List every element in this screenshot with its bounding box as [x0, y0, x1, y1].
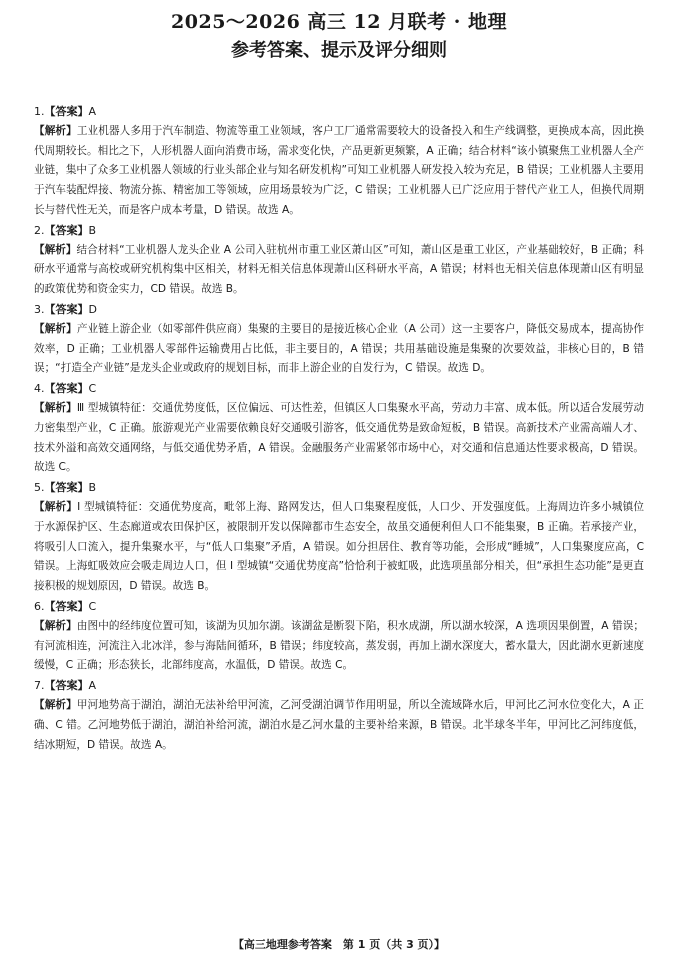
answer-line — [34, 102, 644, 122]
explanation-label: 【解析】 — [34, 401, 77, 414]
explanation-label: 【解析】 — [34, 500, 78, 513]
question-item — [34, 597, 644, 676]
explanation-text: 结合材料“工业机器人龙头企业 A 公司入驻杭州市重工业区萧山区”可知，萧山区是重工业区，产业基础较好，B 正确；科研水平通常与高校或研究机构集中区相关，材料无相关信息体现萧山区科研水平高，A 错误；材料也无相关信息体现萧山区有明显的政策优势和资金实力，CD 错误。故选 B。 — [34, 243, 645, 296]
page-footer: 【高三地理参考答案 第 1 页（共 3 页）】 — [232, 938, 446, 951]
answer-value: B — [88, 481, 97, 495]
explanation-text: 甲河地势高于湖泊，湖泊无法补给甲河流，乙河受湖泊调节作用明显，所以全流域降水后，甲河比乙河水位变化大，A 正确、C 错。乙河地势低于湖泊，湖泊补给河流，湖泊水是乙河水量的主要补给来源，B 错误。北半球冬半年，甲河比乙河纬度低，结冰期短，D 错误。故选 A。 — [34, 698, 644, 751]
question-item — [34, 102, 644, 221]
explanation-paragraph — [34, 617, 644, 676]
question-item — [34, 379, 644, 478]
answer-value: A — [88, 105, 97, 118]
question-number: 4. — [34, 382, 45, 396]
explanation-paragraph — [34, 498, 644, 597]
answer-value: C — [88, 599, 97, 613]
explanation-paragraph — [34, 399, 644, 478]
answer-label: 【答案】 — [44, 302, 89, 316]
explanation-text: Ⅰ 型城镇特征：交通优势度高，毗邻上海、路网发达，但人口集聚程度低，人口少、开发强度低。上海周边许多小城镇位于水源保护区、生态廊道或农田保护区，被限制开发以保障都市生态安全，故虽交通便利但人口不能集聚，B 正确。若承接产业，将吸引人口流入，提升集聚水平，与“低人口集聚”矛盾，A 错误。如分担居住、教育等功能，会形成“睡城”，人口集聚度应高，C 错误。上海虹吸效应会吸走周边人口，但 Ⅰ 型城镇“交通优势度高”恰恰利于被虹吸，此选项虽部分相关，但“承担生态功能”是更直接积极的规划原因，D 错误。故选 B。 — [34, 500, 645, 593]
answer-label: 【答案】 — [44, 599, 89, 613]
explanation-text: 工业机器人多用于汽车制造、物流等重工业领域，客户工厂通常需要较大的设备投入和生产线调整，更换成本高，因此换代周期较长。相比之下，人形机器人面向消费市场，需求变化快，产品更新更频繁，A 正确；结合材料“该小镇聚焦工业机器人全产业链，集中了众多工业机器人领域的行业头部企业与知名研发机构”可知工业机器人研发投入较为充足，B 错误；工业机器人主要用于汽车装配焊接、物流分拣、精密加工等领域，应用场景较为广泛，C 错误；工业机器人已广泛应用于替代产业工人，但换代周期长与替代性无关，而是客户成本考量，D 错误。故选 A。 — [34, 124, 645, 216]
answer-label: 【答案】 — [44, 481, 89, 495]
question-number: 6. — [34, 599, 45, 613]
explanation-paragraph — [34, 122, 644, 221]
answer-line — [34, 300, 644, 320]
answer-line — [34, 478, 644, 498]
question-number: 2. — [34, 223, 45, 237]
answer-line — [34, 597, 644, 617]
question-number: 3. — [34, 302, 45, 316]
answer-value: A — [88, 679, 97, 693]
explanation-text: 由图中的经纬度位置可知，该湖为贝加尔湖。该湖盆是断裂下陷，积水成湖，所以湖水较深，A 选项因果倒置，A 错误；有河流相连，河流注入北冰洋，参与海陆间循环，B 错误；纬度较高，蒸发弱，再加上湖水深度大，蓄水量大，因此湖水更新速度缓慢，C 正确；形态狭长，北部纬度高，水温低，D 错误。故选 C。 — [34, 619, 644, 672]
question-item — [34, 478, 644, 597]
explanation-label: 【解析】 — [34, 243, 77, 256]
answer-value: C — [88, 382, 97, 396]
explanation-paragraph — [34, 241, 644, 300]
question-list — [34, 102, 644, 755]
answer-value: D — [88, 302, 97, 316]
explanation-label: 【解析】 — [34, 322, 77, 335]
answer-line — [34, 221, 644, 241]
question-item — [34, 676, 644, 755]
page-title: 2025～2026 高三 12 月联考 · 地理 — [171, 11, 507, 33]
answer-label: 【答案】 — [44, 223, 89, 237]
explanation-text: Ⅲ 型城镇特征：交通优势度低，区位偏远、可达性差，但镇区人口集聚水平高，劳动力丰富、成本低。所以适合发展劳动力密集型产业，C 正确。旅游观光产业需要依赖良好交通吸引游客，低交通优势是致命短板，B 错误。高新技术产业需高端人才、技术外溢和高效交通网络，与低交通优势矛盾，A 错误。金融服务产业需紧邻市场中心，对交通和信息通达性要求极高，D 错误。故选 C。 — [34, 401, 645, 474]
answer-line — [34, 379, 644, 399]
answer-label: 【答案】 — [44, 382, 89, 396]
answer-label: 【答案】 — [44, 679, 89, 693]
question-item — [34, 221, 644, 300]
explanation-paragraph — [34, 320, 644, 379]
question-number: 1. — [34, 105, 45, 118]
answer-value: B — [88, 223, 97, 237]
question-item — [34, 300, 644, 379]
explanation-label: 【解析】 — [34, 124, 77, 137]
explanation-label: 【解析】 — [34, 619, 77, 632]
explanation-text: 产业链上游企业（如零部件供应商）集聚的主要目的是接近核心企业（A 公司）这一主要客户，降低交易成本，提高协作效率，D 正确；工业机器人零部件运输费用占比低，非主要目的，A 错误；共用基础设施是集聚的次要效益，非核心目的，B 错误；“打造全产业链”是龙头企业或政府的规划目标，而非上游企业的自发行为，C 错误。故选 D。 — [34, 322, 644, 375]
explanation-label: 【解析】 — [34, 698, 77, 711]
page-subtitle: 参考答案、提示及评分细则 — [231, 40, 447, 61]
question-number: 5. — [34, 481, 45, 495]
answer-label: 【答案】 — [44, 105, 89, 118]
explanation-paragraph — [34, 696, 644, 755]
answer-line — [34, 676, 644, 696]
question-number: 7. — [34, 679, 45, 693]
